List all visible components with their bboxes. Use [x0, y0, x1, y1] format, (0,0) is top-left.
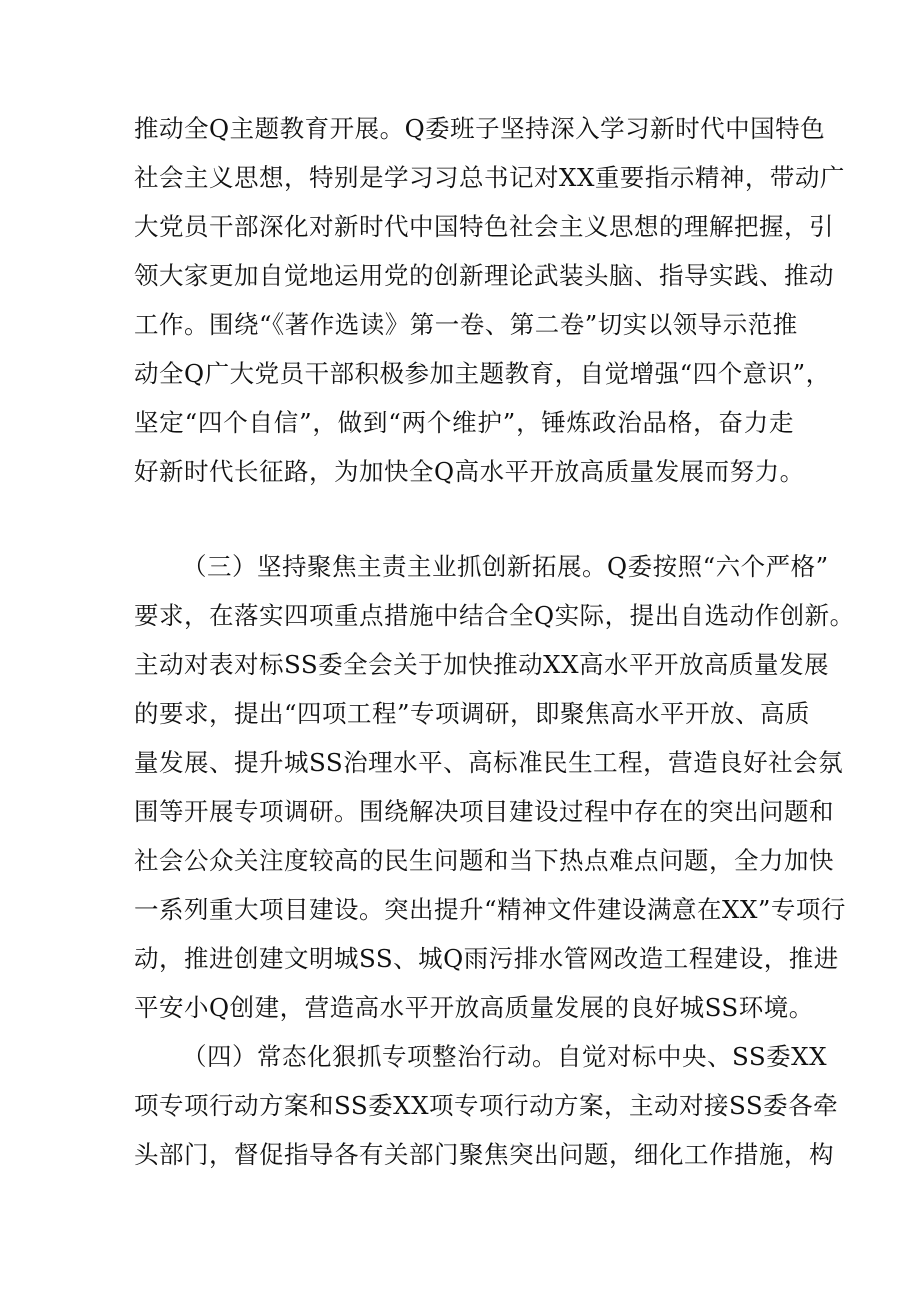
paragraph-3-line-3: 头部门，督促指导各有关部门聚焦突出问题，细化工作措施，构: [134, 1140, 834, 1169]
paragraph-2-line-10: 平安小Q创建，营造高水平开放高质量发展的良好城SS环境。: [134, 993, 814, 1022]
paragraph-2-line-4: 的要求，提出“四项工程”专项调研，即聚焦高水平开放、高质: [134, 699, 811, 728]
paragraph-2-line-9: 动，推进创建文明城SS、城Q雨污排水管网改造工程建设，推进: [134, 944, 839, 973]
paragraph-2-line-6: 围等开展专项调研。围绕解决项目建设过程中存在的突出问题和: [134, 797, 834, 826]
paragraph-3-line-1: （四）常态化狠抓专项整治行动。自觉对标中央、SS委XX: [182, 1042, 828, 1071]
paragraph-2-line-1: （三）坚持聚焦主责主业抓创新拓展。Q委按照“六个严格”: [182, 552, 829, 581]
paragraph-2-line-8: 一系列重大项目建设。突出提升“精神文件建设满意在XX”专项行: [134, 895, 846, 924]
paragraph-1-line-6: 动全Q广大党员干部积极参加主题教育，自觉增强“四个意识”，: [134, 359, 831, 388]
paragraph-1-line-8: 好新时代长征路，为加快全Q高水平开放高质量发展而努力。: [134, 457, 805, 486]
paragraph-2-line-5: 量发展、提升城SS治理水平、高标准民生工程，营造良好社会氛: [134, 748, 844, 777]
paragraph-1-line-4: 领大家更加自觉地运用党的创新理论武装头脑、指导实践、推动: [134, 261, 834, 290]
paragraph-1-line-1: 推动全Q主题教育开展。Q委班子坚持深入学习新时代中国特色: [134, 114, 826, 143]
paragraph-1-line-7: 坚定“四个自信”，做到“两个维护”，锤炼政治品格，奋力走: [134, 408, 794, 437]
paragraph-1-line-5: 工作。围绕“《著作选读》第一卷、第二卷”切实以领导示范推: [134, 310, 798, 339]
paragraph-1-line-3: 大党员干部深化对新时代中国特色社会主义思想的理解把握，引: [134, 212, 834, 241]
paragraph-1-line-2: 社会主义思想，特别是学习习总书记对XX重要指示精神，带动广: [134, 163, 845, 192]
paragraph-2-line-3: 主动对表对标SS委全会关于加快推动XX高水平开放高质量发展: [134, 650, 830, 679]
paragraph-3-line-2: 项专项行动方案和SS委XX项专项行动方案，主动对接SS委各牵: [134, 1091, 839, 1120]
paragraph-2-line-2: 要求，在落实四项重点措施中结合全Q实际，提出自选动作创新。: [134, 601, 855, 630]
paragraph-2-line-7: 社会公众关注度较高的民生问题和当下热点难点问题，全力加快: [134, 846, 834, 875]
